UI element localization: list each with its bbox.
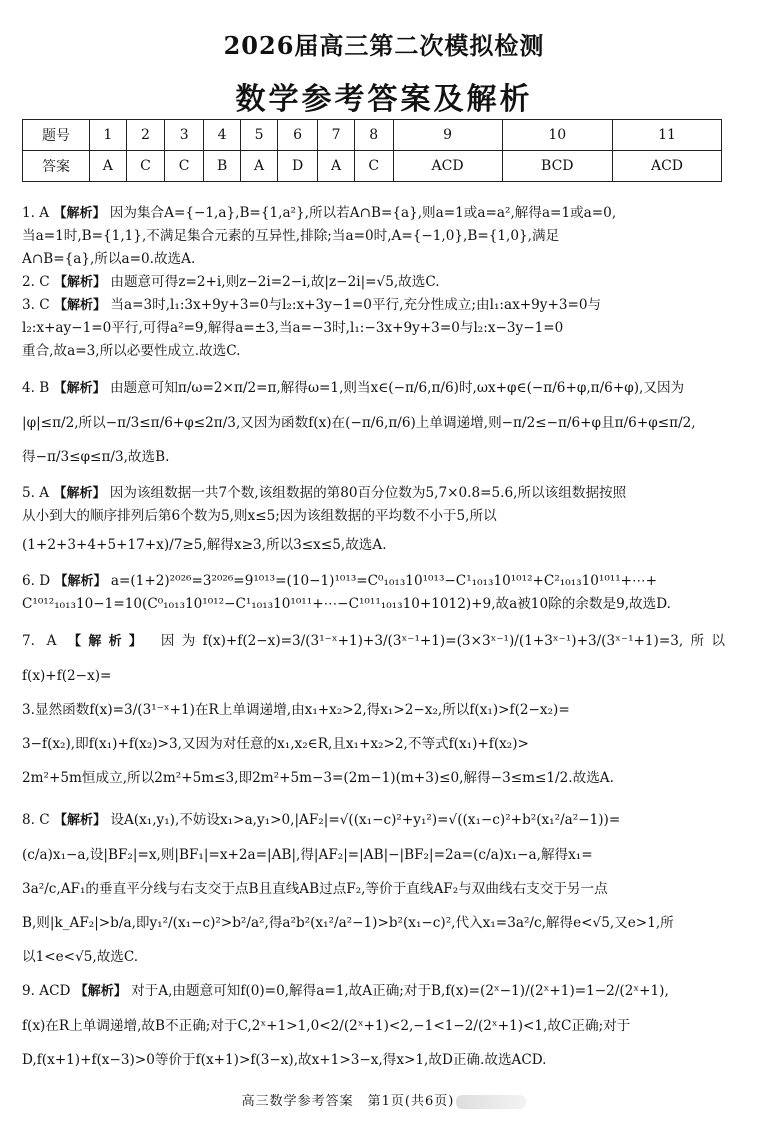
answer-4: B bbox=[203, 151, 240, 182]
solution-7 bbox=[22, 624, 725, 795]
answer-row-label: 答案 bbox=[23, 151, 90, 182]
solution-line: 由题意可得z=2+i,则z−2i=2−i,故|z−2i|=√5,故选C. bbox=[110, 274, 440, 290]
answer-9: ACD bbox=[393, 151, 502, 182]
analysis-tag: 【解析】 bbox=[54, 574, 107, 589]
page-footer bbox=[0, 1090, 768, 1109]
solution-5 bbox=[22, 482, 725, 562]
answer-table-answer-row bbox=[23, 151, 722, 182]
solution-label: 6. D bbox=[22, 573, 51, 589]
question-number-9: 9 bbox=[393, 120, 502, 151]
solution-6 bbox=[22, 570, 725, 616]
analysis-tag: 【解析】 bbox=[54, 813, 107, 828]
solution-line: 当a=3时,l₁:3x+9y+3=0与l₂:x+3y−1=0平行,充分性成立;由l₁:ax+9y+3=0与 bbox=[110, 297, 602, 313]
analysis-tag: 【解析】 bbox=[53, 381, 106, 396]
analysis-tag: 【解析】 bbox=[53, 206, 106, 221]
solution-label: 3. C bbox=[22, 297, 50, 313]
solution-line: 3−f(x₂),即f(x₁)+f(x₂)>3,又因为对任意的x₁,x₂∈R,且x₁+x₂>2,不等式f(x₁)+f(x₂)> bbox=[22, 736, 529, 752]
solution-line: 设A(x₁,y₁),不妨设x₁>a,y₁>0,|AF₂|=√((x₁−c)²+y₁²)=√((x₁−c)²+b²(x₁²/a²−1))= bbox=[110, 812, 621, 828]
solution-line: 2m²+5m恒成立,所以2m²+5m≤3,即2m²+5m−3=(2m−1)(m+3)≤0,解得−3≤m≤1/2.故选A. bbox=[22, 770, 614, 786]
solution-label: 5. A bbox=[22, 485, 50, 501]
solution-line: 对于A,由题意可知f(0)=0,解得a=1,故A正确;对于B,f(x)=(2ˣ−1)/(2ˣ+1)=1−2/(2ˣ+1), bbox=[131, 983, 669, 999]
watermark-blur bbox=[456, 1095, 526, 1109]
solution-line: f(x)在R上单调递增,故B不正确;对于C,2ˣ+1>1,0<2/(2ˣ+1)<2,−1<1−2/(2ˣ+1)<1,故C正确;对于 bbox=[22, 1018, 631, 1034]
answer-11: ACD bbox=[612, 151, 721, 182]
solution-line: 当a=1时,B={1,1},不满足集合元素的互异性,排除;当a=0时,A={−1,0},B={1,0},满足 bbox=[22, 228, 560, 244]
answer-5: A bbox=[241, 151, 278, 182]
analysis-tag: 【解析】 bbox=[53, 486, 106, 501]
answer-3: C bbox=[165, 151, 204, 182]
question-number-6: 6 bbox=[277, 120, 317, 151]
solution-line: D,f(x+1)+f(x−3)>0等价于f(x+1)>f(3−x),故x+1>3−x,得x>1,故D正确.故选ACD. bbox=[22, 1052, 547, 1068]
solution-label: 2. C bbox=[22, 274, 50, 290]
answer-table bbox=[22, 119, 722, 182]
answer-table-number-row bbox=[23, 120, 722, 151]
question-number-4: 4 bbox=[203, 120, 240, 151]
solution-line: C¹⁰¹²₁₀₁₃10−1=10(C⁰₁₀₁₃10¹⁰¹²−C¹₁₀₁₃10¹⁰¹¹+⋯−C¹⁰¹¹₁₀₁₃10+1012)+9,故a被10除的余数是9,故选D. bbox=[22, 596, 671, 612]
solution-line: (1+2+3+4+5+17+x)/7≥5,解得x≥3,所以3≤x≤5,故选A. bbox=[22, 537, 387, 553]
solution-label: 9. ACD bbox=[22, 983, 71, 999]
solution-line: 3a²/c,AF₁的垂直平分线与右支交于点B且直线AB过点F₂,等价于直线AF₂与双曲线右支交于另一点 bbox=[22, 881, 608, 897]
exam-title: 2026届高三第二次模拟检测 bbox=[223, 31, 545, 60]
number-row-label: 题号 bbox=[23, 120, 90, 151]
solution-line: 由题意可知π/ω=2×π/2=π,解得ω=1,则当x∈(−π/6,π/6)时,ωx+φ∈(−π/6+φ,π/6+φ),又因为 bbox=[109, 380, 685, 396]
answer-2: C bbox=[126, 151, 165, 182]
analysis-tag: 【解析】 bbox=[54, 275, 107, 290]
solution-8 bbox=[22, 803, 725, 974]
solution-line: A∩B={a},所以a=0.故选A. bbox=[22, 251, 196, 267]
question-number-1: 1 bbox=[90, 120, 127, 151]
question-number-8: 8 bbox=[354, 120, 393, 151]
solution-2 bbox=[22, 271, 725, 294]
solution-label: 8. C bbox=[22, 812, 50, 828]
solution-label: 7. A bbox=[22, 633, 57, 649]
solution-line: (c/a)x₁−a,设|BF₂|=x,则|BF₁|=x+2a=|AB|,得|AF₂|=|AB|−|BF₂|=2a=(c/a)x₁−a,解得x₁= bbox=[22, 847, 593, 863]
analysis-tag: 【解析】 bbox=[68, 634, 150, 649]
question-number-2: 2 bbox=[126, 120, 165, 151]
solution-line: 因为集合A={−1,a},B={1,a²},所以若A∩B={a},则a=1或a=a²,解得a=1或a=0, bbox=[109, 205, 617, 221]
solution-line: l₂:x+ay−1=0平行,可得a²=9,解得a=±3,当a=−3时,l₁:−3x+9y+3=0与l₂:x−3y−1=0 bbox=[22, 320, 564, 336]
solution-line: a=(1+2)²⁰²⁶=3²⁰²⁶=9¹⁰¹³=(10−1)¹⁰¹³=C⁰₁₀₁₃10¹⁰¹³−C¹₁₀₁₃10¹⁰¹²+C²₁₀₁₃10¹⁰¹¹+⋯+ bbox=[110, 573, 658, 589]
question-number-3: 3 bbox=[165, 120, 204, 151]
footer-text: 高三数学参考答案 第1页(共6页) bbox=[241, 1094, 455, 1109]
solution-line: 因为f(x)+f(2−x)=3/(3¹⁻ˣ+1)+3/(3ˣ⁻¹+1)=(3×3ˣ⁻¹)/(1+3ˣ⁻¹)+3/(3ˣ⁻¹+1)=3,所以f(x)+f(2−x)= bbox=[22, 633, 725, 684]
solution-line: 得−π/3≤φ≤π/3,故选B. bbox=[22, 449, 170, 465]
solution-4 bbox=[22, 371, 725, 474]
solution-3 bbox=[22, 294, 725, 363]
analysis-tag: 【解析】 bbox=[74, 984, 127, 999]
answer-10: BCD bbox=[502, 151, 612, 182]
solution-1 bbox=[22, 202, 725, 271]
solution-line: 因为该组数据一共7个数,该组数据的第80百分位数为5,7×0.8=5.6,所以该组数据按照 bbox=[109, 485, 627, 501]
answer-key-title: 数学参考答案及解析 bbox=[235, 82, 533, 117]
answer-8: C bbox=[354, 151, 393, 182]
answer-1: A bbox=[90, 151, 127, 182]
solution-line: 从小到大的顺序排列后第6个数为5,则x≤5;因为该组数据的平均数不小于5,所以 bbox=[22, 508, 497, 524]
answer-7: A bbox=[318, 151, 355, 182]
question-number-5: 5 bbox=[241, 120, 278, 151]
solution-9 bbox=[22, 974, 725, 1077]
solution-label: 1. A bbox=[22, 205, 50, 221]
solution-line: |φ|≤π/2,所以−π/3≤π/6+φ≤2π/3,又因为函数f(x)在(−π/6,π/6)上单调递增,则−π/2≤−π/6+φ且π/6+φ≤π/2, bbox=[22, 415, 696, 431]
solution-line: 重合,故a=3,所以必要性成立.故选C. bbox=[22, 343, 241, 359]
solution-line: 3.显然函数f(x)=3/(3¹⁻ˣ+1)在R上单调递增,由x₁+x₂>2,得x₁>2−x₂,所以f(x₁)>f(2−x₂)= bbox=[22, 702, 570, 718]
solution-line: B,则|k_AF₂|>b/a,即y₁²/(x₁−c)²>b²/a²,得a²b²(x₁²/a²−1)>b²(x₁−c)²,代入x₁=3a²/c,解得e<√5,又e>1,所 bbox=[22, 915, 674, 931]
analysis-tag: 【解析】 bbox=[54, 298, 107, 313]
answer-6: D bbox=[277, 151, 317, 182]
solutions-body bbox=[22, 202, 725, 1077]
question-number-11: 11 bbox=[612, 120, 721, 151]
solution-line: 以1<e<√5,故选C. bbox=[22, 949, 139, 965]
question-number-10: 10 bbox=[502, 120, 612, 151]
question-number-7: 7 bbox=[318, 120, 355, 151]
solution-label: 4. B bbox=[22, 380, 50, 396]
